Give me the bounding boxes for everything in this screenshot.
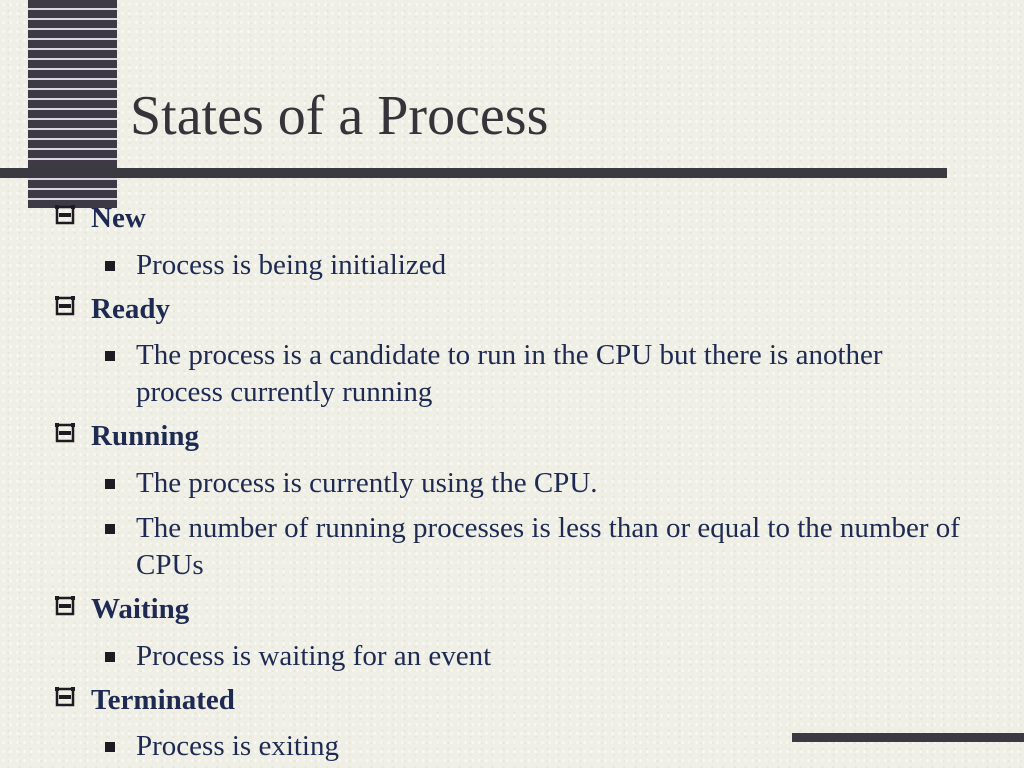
bullet-mark-icon bbox=[55, 596, 75, 616]
bullet-mark-icon bbox=[55, 423, 75, 443]
square-bullet-icon bbox=[105, 261, 115, 271]
state-name: Running bbox=[91, 420, 200, 452]
state-description: The process is currently using the CPU. bbox=[136, 465, 996, 502]
state-description: The process is a candidate to run in the CPU but there is another process currently running bbox=[136, 337, 936, 411]
bullet-mark-icon bbox=[55, 296, 75, 316]
state-item-new bbox=[91, 204, 146, 233]
square-bullet-icon bbox=[105, 524, 115, 534]
state-name: Waiting bbox=[91, 593, 190, 625]
state-item-terminated bbox=[91, 686, 235, 715]
square-bullet-icon bbox=[105, 742, 115, 752]
bullet-mark-icon bbox=[55, 687, 75, 707]
state-name: New bbox=[91, 202, 146, 234]
state-item-running bbox=[91, 422, 199, 451]
square-bullet-icon bbox=[105, 351, 115, 361]
square-bullet-icon bbox=[105, 652, 115, 662]
state-name: Ready bbox=[91, 293, 170, 325]
state-item-waiting bbox=[91, 595, 189, 624]
state-item-ready bbox=[91, 295, 170, 324]
state-description: Process is waiting for an event bbox=[136, 638, 996, 675]
state-description: The number of running processes is less than or equal to the number of CPUs bbox=[136, 510, 966, 584]
slide-title: States of a Process bbox=[130, 85, 549, 147]
state-name: Terminated bbox=[91, 684, 235, 716]
state-description: Process is exiting bbox=[136, 728, 996, 765]
square-bullet-icon bbox=[105, 479, 115, 489]
bullet-mark-icon bbox=[55, 205, 75, 225]
state-description: Process is being initialized bbox=[136, 247, 996, 284]
